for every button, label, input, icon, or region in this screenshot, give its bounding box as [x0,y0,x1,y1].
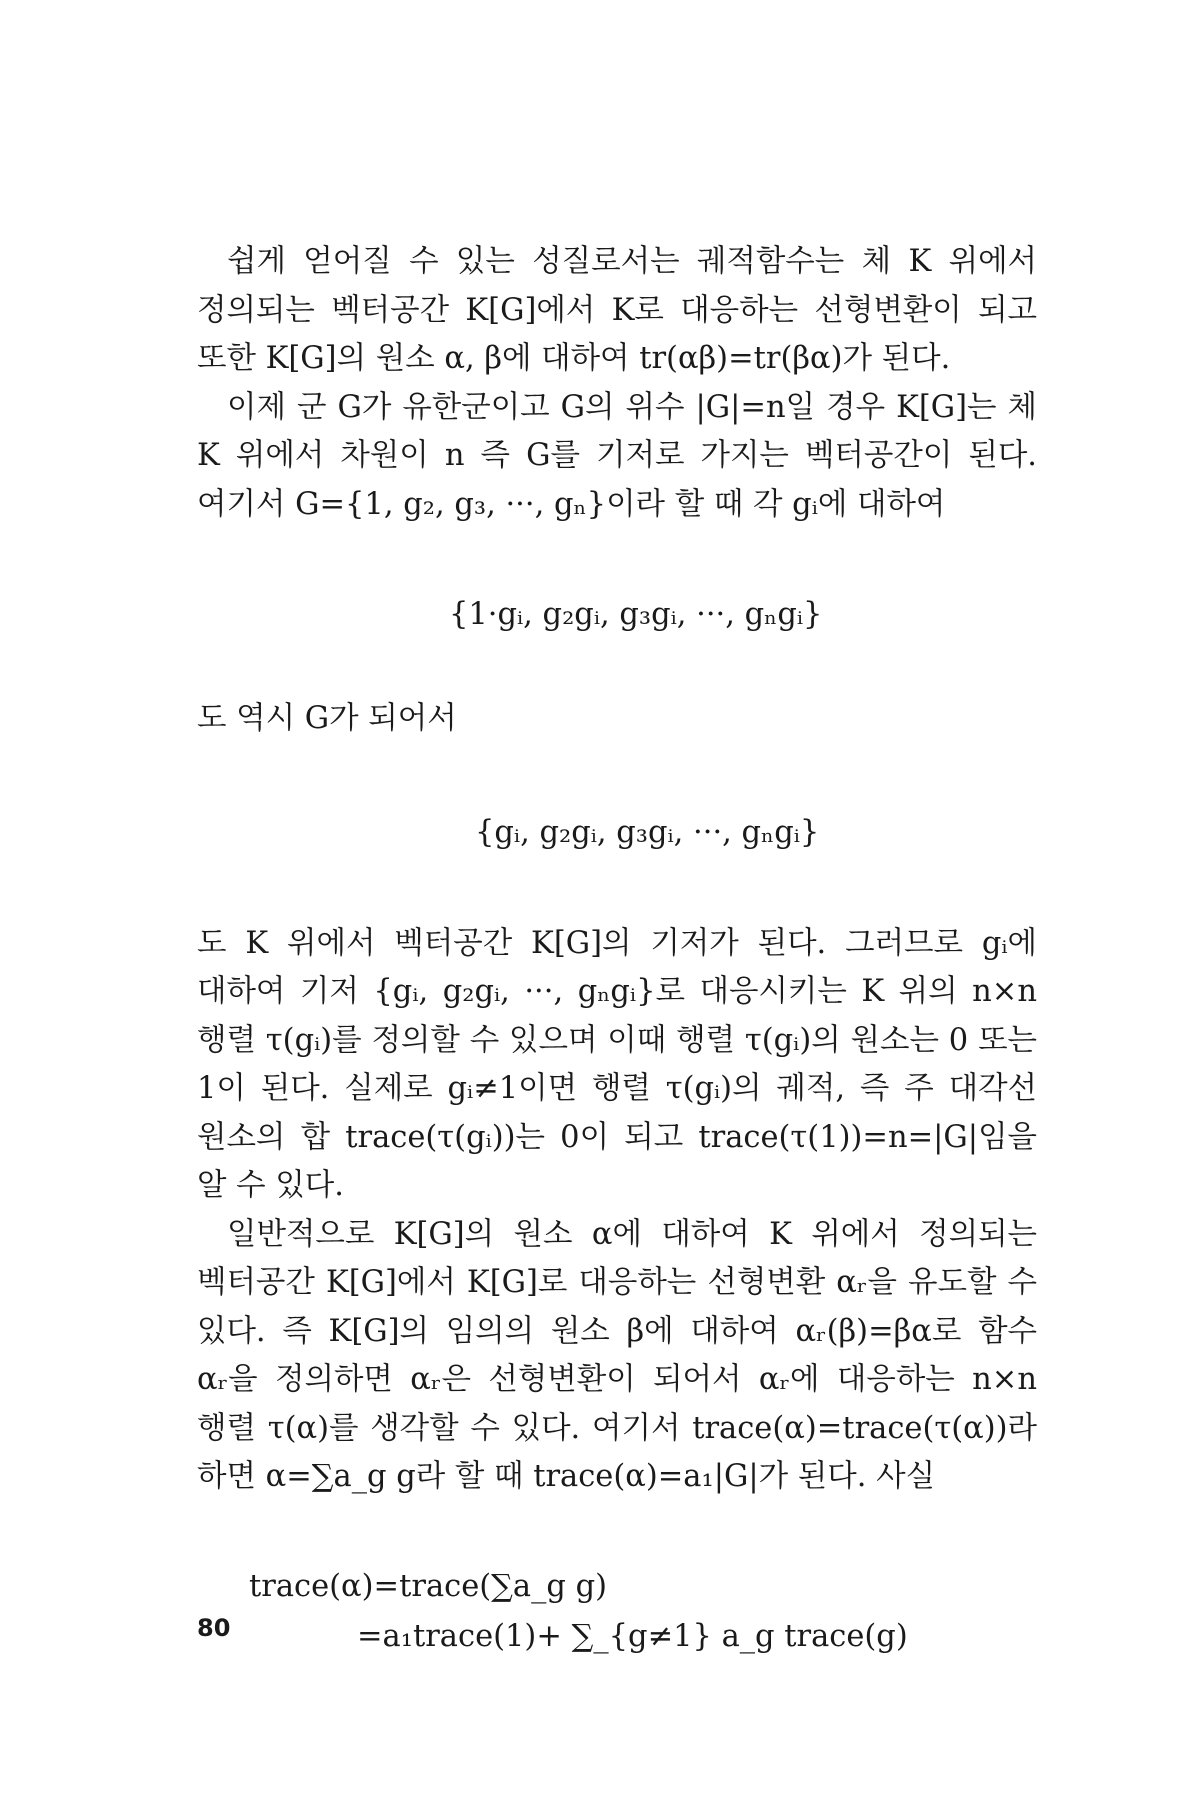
paragraph-finite-group: 이제 군 G가 유한군이고 G의 위수 |G|=n일 경우 K[G]는 체 K 위에서 차원이 n 즉 G를 기저로 가지는 벡터공간이 된다. 여기서 G={1, g₂, g₃, ···, gₙ}이라 할 때 각 gᵢ에 대하여 [197,389,1037,522]
equation-line-1: trace(α)=trace(∑a_g g) [249,1568,608,1604]
paragraph-also-g: 도 역시 G가 되어서 [197,700,457,736]
paragraph-basis-matrix: 도 K 위에서 벡터공간 K[G]의 기저가 된다. 그러므로 gᵢ에 대하여 기저 {gᵢ, g₂gᵢ, ···, gₙgᵢ}로 대응시키는 K 위의 n×n 행렬 τ(gᵢ)를 정의할 수 있으며 이때 행렬 τ(gᵢ)의 원소는 0 또는 1이 된다. 실제로 gᵢ≠1이면 행렬 τ(gᵢ)의 궤적, 즉 주 대각선 원소의 합 trace(τ(gᵢ))는 0이 되고 trace(τ(1))=n=|G|임을 알 수 있다. [197,925,1037,1203]
paragraph-trace-properties: 쉽게 얻어질 수 있는 성질로서는 궤적함수는 체 K 위에서 정의되는 벡터공간 K[G]에서 K로 대응하는 선형변환이 되고 또한 K[G]의 원소 α, β에 대하여 tr(αβ)=tr(βα)가 된다. [197,244,1037,376]
display-set-1: {1·gᵢ, g₂gᵢ, g₃gᵢ, ···, gₙgᵢ} [449,597,823,632]
trace-equation [197,1562,1037,1662]
display-set-2: {gᵢ, g₂gᵢ, g₃gᵢ, ···, gₙgᵢ} [475,815,820,850]
page-number: 80 [197,1614,231,1642]
paragraph-linear-transformation: 일반적으로 K[G]의 원소 α에 대하여 K 위에서 정의되는 벡터공간 K[G]에서 K[G]로 대응하는 선형변환 αᵣ을 유도할 수 있다. 즉 K[G]의 임의의 원소 β에 대하여 αᵣ(β)=βα로 함수 αᵣ을 정의하면 αᵣ은 선형변환이 되어서 αᵣ에 대응하는 n×n 행렬 τ(α)를 생각할 수 있다. 여기서 trace(α)=trace(τ(α))라 하면 α=∑a_g g라 할 때 trace(α)=a₁|G|가 된다. 사실 [197,1216,1037,1494]
page-content [197,238,1037,1662]
equation-line-2: =a₁trace(1)+ ∑_{g≠1} a_g trace(g) [357,1618,908,1654]
